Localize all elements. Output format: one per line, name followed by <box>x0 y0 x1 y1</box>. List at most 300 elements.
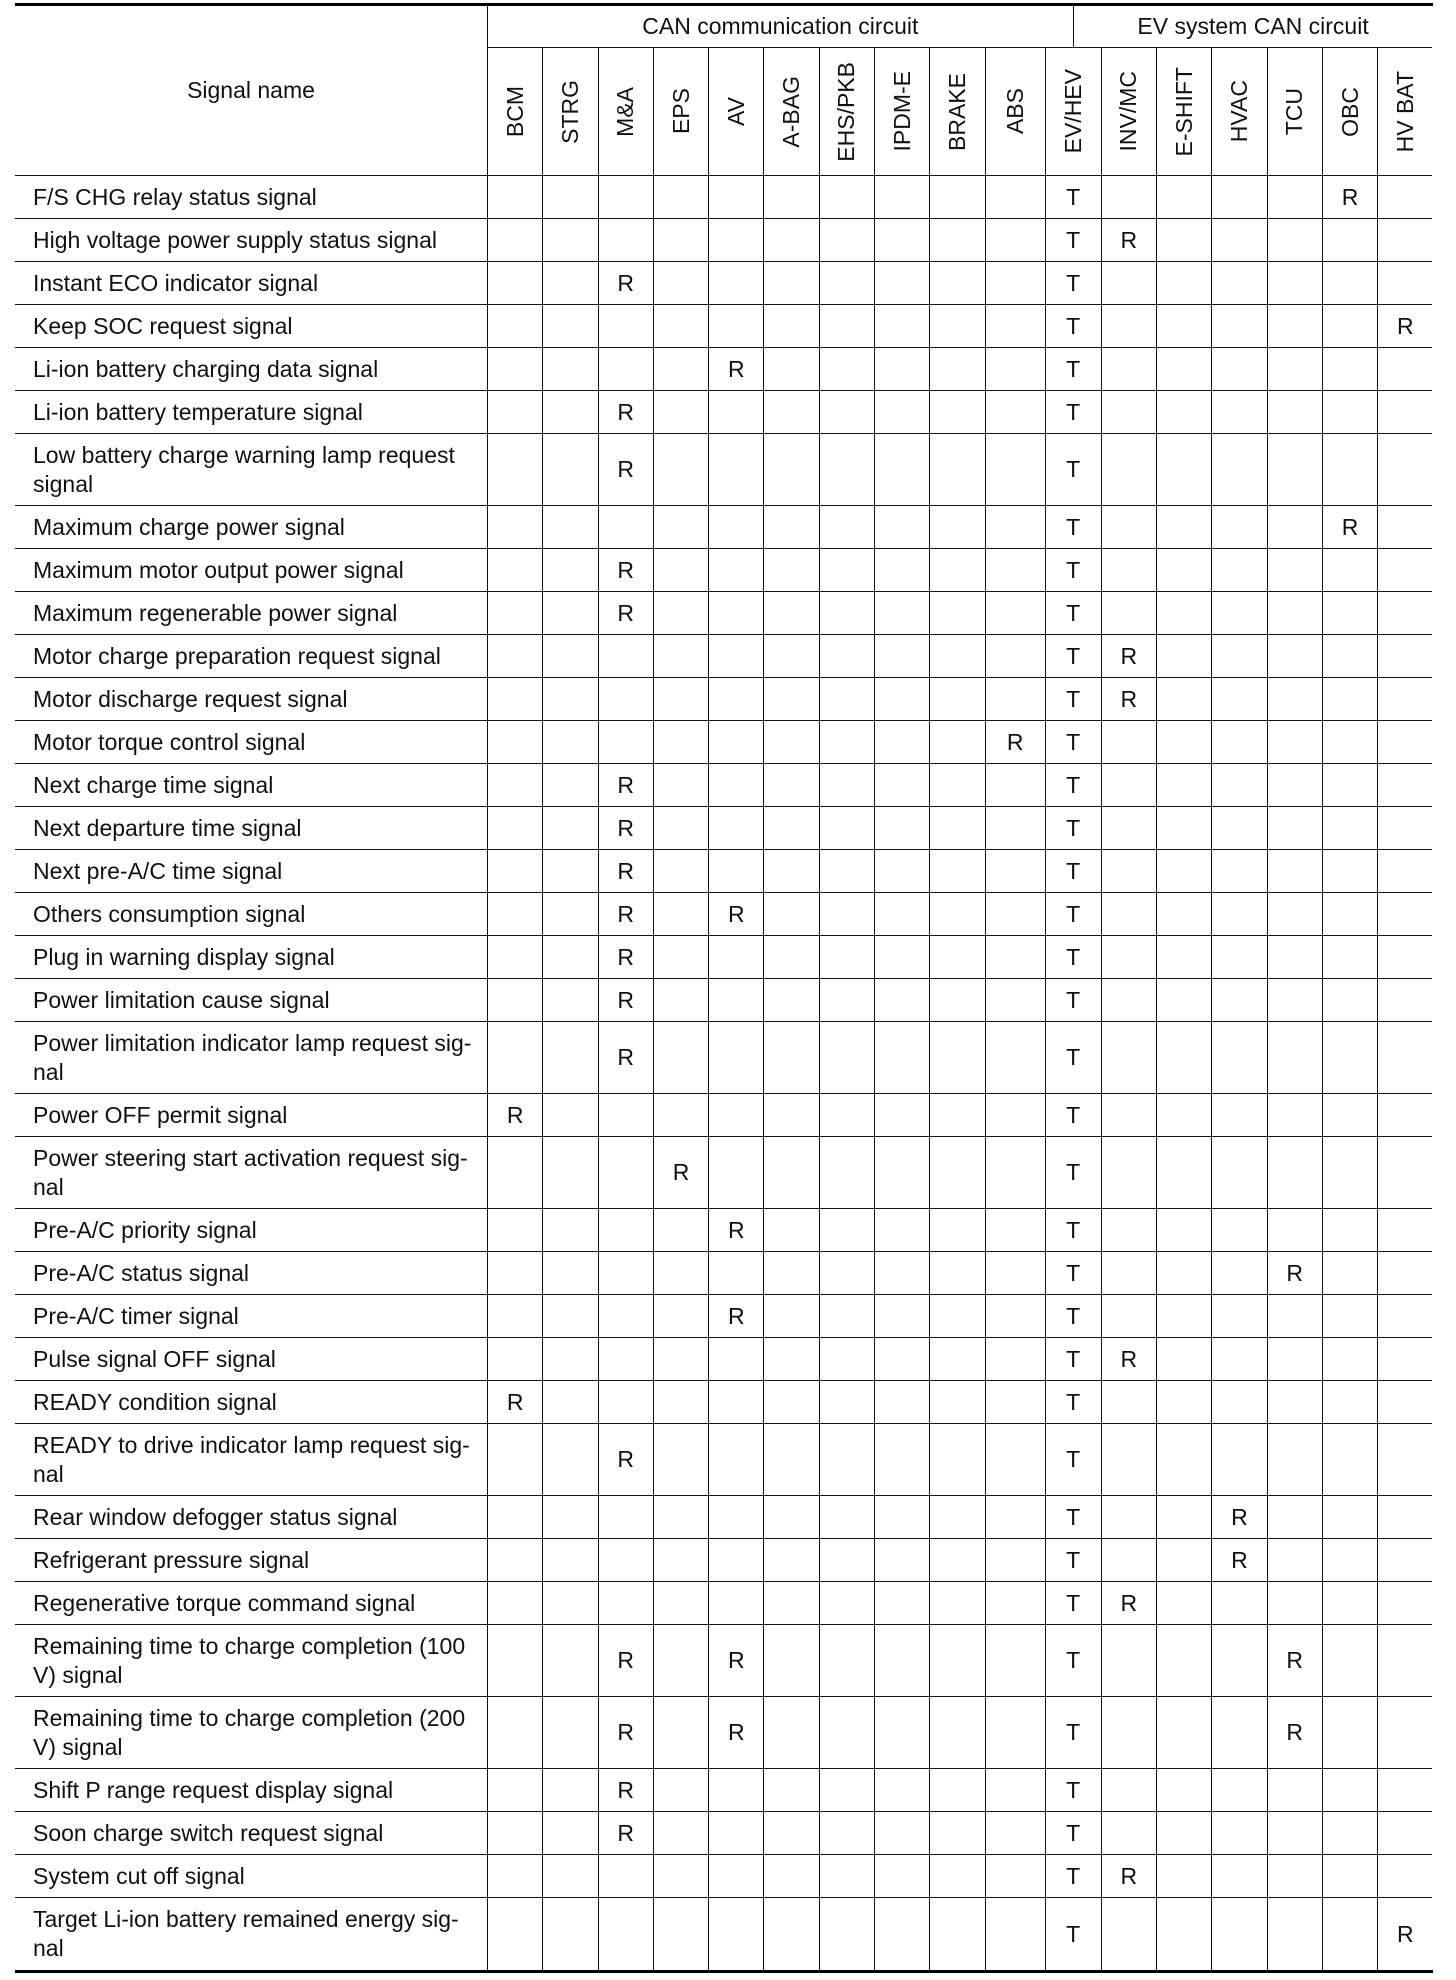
cell-av <box>708 1137 763 1209</box>
cell-tcu <box>1267 893 1322 936</box>
cell-e-shift <box>1156 219 1211 262</box>
cell-a-bag <box>763 1094 818 1137</box>
column-header-strg <box>542 48 597 176</box>
cell-ipdm-e <box>874 635 929 678</box>
cell-strg <box>542 1496 597 1539</box>
cell-brake <box>929 764 984 807</box>
cell-ev-hev: T <box>1045 305 1101 348</box>
cell-brake <box>929 592 984 635</box>
cell-brake <box>929 1769 984 1812</box>
table-grid <box>15 6 1433 1970</box>
cell-ipdm-e <box>874 893 929 936</box>
cell-inv-mc <box>1101 592 1156 635</box>
cell-strg <box>542 1855 597 1898</box>
cell-ev-hev: T <box>1045 1381 1101 1424</box>
cell-bcm <box>487 1022 542 1094</box>
cell-ehs-pkb <box>819 678 874 721</box>
cell-tcu <box>1267 1855 1322 1898</box>
cell-tcu <box>1267 434 1322 506</box>
cell-ehs-pkb <box>819 592 874 635</box>
signal-name-cell: Regenerative torque command signal <box>15 1582 487 1625</box>
cell-tcu: R <box>1267 1697 1322 1769</box>
cell-strg <box>542 635 597 678</box>
cell-av <box>708 936 763 979</box>
cell-av: R <box>708 1295 763 1338</box>
cell-e-shift <box>1156 1094 1211 1137</box>
cell-ipdm-e <box>874 1812 929 1855</box>
cell-av <box>708 305 763 348</box>
cell-brake <box>929 1252 984 1295</box>
cell-m-a: R <box>598 1769 653 1812</box>
cell-obc <box>1322 1582 1377 1625</box>
cell-bcm <box>487 1209 542 1252</box>
cell-obc <box>1322 893 1377 936</box>
cell-ipdm-e <box>874 1381 929 1424</box>
cell-strg <box>542 1209 597 1252</box>
cell-m-a: R <box>598 1812 653 1855</box>
cell-hv-bat <box>1377 936 1432 979</box>
cell-ipdm-e <box>874 1338 929 1381</box>
signal-name-cell: Pre-A/C timer signal <box>15 1295 487 1338</box>
cell-av <box>708 979 763 1022</box>
cell-eps <box>653 1295 708 1338</box>
cell-ipdm-e <box>874 1539 929 1582</box>
cell-eps <box>653 1855 708 1898</box>
cell-brake <box>929 678 984 721</box>
cell-inv-mc: R <box>1101 1855 1156 1898</box>
cell-hv-bat <box>1377 893 1432 936</box>
column-header-label: TCU <box>1281 87 1308 136</box>
signal-name-cell: Target Li-ion battery remained energy sig- nal <box>33 1906 459 1961</box>
cell-bcm <box>487 1338 542 1381</box>
signal-name-cell: Power limitation indicator lamp request sig- nal <box>15 1022 487 1094</box>
cell-inv-mc <box>1101 305 1156 348</box>
cell-hvac <box>1211 936 1266 979</box>
cell-ipdm-e <box>874 807 929 850</box>
cell-tcu <box>1267 1812 1322 1855</box>
cell-tcu: R <box>1267 1252 1322 1295</box>
cell-ev-hev: T <box>1045 592 1101 635</box>
cell-inv-mc <box>1101 1697 1156 1769</box>
cell-obc <box>1322 1137 1377 1209</box>
cell-brake <box>929 219 984 262</box>
cell-av <box>708 1424 763 1496</box>
cell-strg <box>542 936 597 979</box>
cell-ehs-pkb <box>819 1338 874 1381</box>
column-header-e-shift <box>1156 48 1211 176</box>
cell-ipdm-e <box>874 764 929 807</box>
cell-e-shift <box>1156 506 1211 549</box>
cell-av <box>708 1855 763 1898</box>
cell-hvac <box>1211 1381 1266 1424</box>
cell-m-a: R <box>598 1697 653 1769</box>
cell-brake <box>929 1338 984 1381</box>
cell-bcm <box>487 1582 542 1625</box>
cell-strg <box>542 434 597 506</box>
cell-a-bag <box>763 1625 818 1697</box>
cell-hvac <box>1211 219 1266 262</box>
cell-bcm <box>487 1898 542 1970</box>
column-header-hv-bat <box>1377 48 1432 176</box>
cell-tcu <box>1267 1094 1322 1137</box>
cell-bcm <box>487 1697 542 1769</box>
cell-a-bag <box>763 1209 818 1252</box>
cell-abs <box>985 176 1045 219</box>
cell-bcm <box>487 1424 542 1496</box>
cell-abs <box>985 305 1045 348</box>
cell-tcu <box>1267 1539 1322 1582</box>
cell-hvac <box>1211 434 1266 506</box>
cell-bcm <box>487 979 542 1022</box>
cell-abs <box>985 348 1045 391</box>
cell-hvac <box>1211 348 1266 391</box>
cell-hv-bat <box>1377 979 1432 1022</box>
cell-a-bag <box>763 434 818 506</box>
cell-ev-hev: T <box>1045 1094 1101 1137</box>
cell-tcu <box>1267 1582 1322 1625</box>
cell-hvac <box>1211 176 1266 219</box>
cell-obc <box>1322 1381 1377 1424</box>
cell-inv-mc <box>1101 506 1156 549</box>
cell-eps: R <box>653 1137 708 1209</box>
cell-av <box>708 764 763 807</box>
cell-ipdm-e <box>874 348 929 391</box>
cell-bcm <box>487 764 542 807</box>
cell-hv-bat <box>1377 1295 1432 1338</box>
cell-a-bag <box>763 1381 818 1424</box>
cell-inv-mc <box>1101 979 1156 1022</box>
cell-e-shift <box>1156 1022 1211 1094</box>
cell-hvac <box>1211 1209 1266 1252</box>
cell-av: R <box>708 1697 763 1769</box>
cell-bcm <box>487 721 542 764</box>
cell-a-bag <box>763 721 818 764</box>
cell-e-shift <box>1156 635 1211 678</box>
cell-obc <box>1322 1625 1377 1697</box>
cell-hv-bat <box>1377 1769 1432 1812</box>
cell-strg <box>542 1812 597 1855</box>
cell-a-bag <box>763 678 818 721</box>
cell-a-bag <box>763 1812 818 1855</box>
cell-strg <box>542 1338 597 1381</box>
cell-ipdm-e <box>874 1252 929 1295</box>
cell-ehs-pkb <box>819 1295 874 1338</box>
cell-av <box>708 549 763 592</box>
cell-eps <box>653 1424 708 1496</box>
cell-strg <box>542 678 597 721</box>
cell-strg <box>542 506 597 549</box>
cell-eps <box>653 893 708 936</box>
cell-hv-bat <box>1377 219 1432 262</box>
cell-ev-hev: T <box>1045 1697 1101 1769</box>
cell-av <box>708 1094 763 1137</box>
cell-abs <box>985 1898 1045 1970</box>
signal-name-cell: Refrigerant pressure signal <box>15 1539 487 1582</box>
cell-m-a <box>598 506 653 549</box>
cell-eps <box>653 1812 708 1855</box>
cell-a-bag <box>763 348 818 391</box>
signal-name-cell: Next charge time signal <box>15 764 487 807</box>
cell-strg <box>542 1252 597 1295</box>
cell-inv-mc <box>1101 1496 1156 1539</box>
cell-ipdm-e <box>874 1496 929 1539</box>
cell-inv-mc <box>1101 348 1156 391</box>
cell-ehs-pkb <box>819 1898 874 1970</box>
cell-eps <box>653 1252 708 1295</box>
signal-name-cell: Power steering start activation request sig- nal <box>15 1137 487 1209</box>
cell-av: R <box>708 1625 763 1697</box>
cell-abs <box>985 1381 1045 1424</box>
signal-name-cell: Remaining time to charge completion (200 V) signal <box>15 1697 487 1769</box>
cell-e-shift <box>1156 1625 1211 1697</box>
column-header-label: AV <box>722 97 749 126</box>
cell-av: R <box>708 1209 763 1252</box>
cell-a-bag <box>763 936 818 979</box>
cell-tcu <box>1267 391 1322 434</box>
cell-eps <box>653 1625 708 1697</box>
cell-eps <box>653 1209 708 1252</box>
cell-e-shift <box>1156 1137 1211 1209</box>
cell-ehs-pkb <box>819 176 874 219</box>
cell-ev-hev: T <box>1045 850 1101 893</box>
cell-e-shift <box>1156 1295 1211 1338</box>
cell-hvac <box>1211 391 1266 434</box>
cell-obc <box>1322 807 1377 850</box>
cell-hvac <box>1211 1338 1266 1381</box>
signal-name-cell: Rear window defogger status signal <box>15 1496 487 1539</box>
cell-ev-hev: T <box>1045 391 1101 434</box>
cell-ipdm-e <box>874 1424 929 1496</box>
cell-inv-mc: R <box>1101 1582 1156 1625</box>
cell-brake <box>929 1094 984 1137</box>
cell-av <box>708 1582 763 1625</box>
cell-strg <box>542 305 597 348</box>
cell-hvac <box>1211 1252 1266 1295</box>
cell-bcm <box>487 1496 542 1539</box>
cell-ipdm-e <box>874 1209 929 1252</box>
cell-eps <box>653 1496 708 1539</box>
cell-ehs-pkb <box>819 1022 874 1094</box>
cell-ev-hev: T <box>1045 1625 1101 1697</box>
cell-abs <box>985 219 1045 262</box>
cell-obc <box>1322 1812 1377 1855</box>
cell-tcu <box>1267 1424 1322 1496</box>
cell-brake <box>929 1697 984 1769</box>
cell-brake <box>929 506 984 549</box>
cell-eps <box>653 721 708 764</box>
cell-m-a: R <box>598 807 653 850</box>
cell-hv-bat <box>1377 721 1432 764</box>
cell-eps <box>653 979 708 1022</box>
signal-name-cell: Pre-A/C priority signal <box>15 1209 487 1252</box>
cell-abs <box>985 936 1045 979</box>
cell-ehs-pkb <box>819 936 874 979</box>
cell-a-bag <box>763 1252 818 1295</box>
cell-obc <box>1322 1338 1377 1381</box>
cell-ev-hev: T <box>1045 262 1101 305</box>
cell-m-a: R <box>598 893 653 936</box>
cell-av <box>708 219 763 262</box>
cell-abs <box>985 635 1045 678</box>
cell-obc <box>1322 1769 1377 1812</box>
cell-obc <box>1322 305 1377 348</box>
cell-inv-mc: R <box>1101 1338 1156 1381</box>
cell-tcu <box>1267 262 1322 305</box>
cell-abs <box>985 678 1045 721</box>
cell-a-bag <box>763 592 818 635</box>
signal-name-cell: F/S CHG relay status signal <box>15 176 487 219</box>
cell-tcu <box>1267 506 1322 549</box>
column-header-obc <box>1322 48 1377 176</box>
cell-ehs-pkb <box>819 549 874 592</box>
cell-a-bag <box>763 979 818 1022</box>
cell-hvac <box>1211 506 1266 549</box>
cell-bcm <box>487 1137 542 1209</box>
cell-bcm <box>487 1252 542 1295</box>
cell-ev-hev: T <box>1045 1769 1101 1812</box>
cell-brake <box>929 1496 984 1539</box>
cell-abs <box>985 1252 1045 1295</box>
cell-inv-mc <box>1101 1094 1156 1137</box>
cell-bcm <box>487 807 542 850</box>
signal-name-cell: Low battery charge warning lamp request signal <box>15 434 487 506</box>
cell-ehs-pkb <box>819 1812 874 1855</box>
cell-hvac <box>1211 764 1266 807</box>
cell-av <box>708 850 763 893</box>
cell-eps <box>653 549 708 592</box>
cell-hvac: R <box>1211 1539 1266 1582</box>
cell-obc <box>1322 348 1377 391</box>
cell-ehs-pkb <box>819 1697 874 1769</box>
cell-abs <box>985 1424 1045 1496</box>
cell-ehs-pkb <box>819 1209 874 1252</box>
cell-ev-hev: T <box>1045 678 1101 721</box>
cell-tcu <box>1267 1137 1322 1209</box>
cell-tcu <box>1267 1496 1322 1539</box>
cell-obc <box>1322 936 1377 979</box>
cell-hvac <box>1211 1022 1266 1094</box>
column-header-inv-mc <box>1101 48 1156 176</box>
cell-bcm <box>487 506 542 549</box>
cell-inv-mc: R <box>1101 635 1156 678</box>
cell-obc <box>1322 391 1377 434</box>
cell-ehs-pkb <box>819 262 874 305</box>
cell-m-a <box>598 1496 653 1539</box>
cell-m-a <box>598 1582 653 1625</box>
cell-ehs-pkb <box>819 305 874 348</box>
cell-strg <box>542 1381 597 1424</box>
cell-hvac <box>1211 807 1266 850</box>
cell-ipdm-e <box>874 434 929 506</box>
cell-av <box>708 1381 763 1424</box>
cell-eps <box>653 678 708 721</box>
cell-obc <box>1322 764 1377 807</box>
cell-e-shift <box>1156 1496 1211 1539</box>
cell-m-a: R <box>598 1625 653 1697</box>
cell-tcu <box>1267 1295 1322 1338</box>
cell-abs <box>985 1094 1045 1137</box>
cell-tcu <box>1267 721 1322 764</box>
cell-inv-mc <box>1101 893 1156 936</box>
cell-a-bag <box>763 506 818 549</box>
cell-e-shift <box>1156 893 1211 936</box>
cell-e-shift <box>1156 1582 1211 1625</box>
cell-inv-mc <box>1101 434 1156 506</box>
cell-ev-hev: T <box>1045 176 1101 219</box>
cell-m-a <box>598 635 653 678</box>
column-header-label: BRAKE <box>944 72 971 151</box>
cell-eps <box>653 850 708 893</box>
cell-ehs-pkb <box>819 764 874 807</box>
cell-e-shift <box>1156 764 1211 807</box>
cell-a-bag <box>763 764 818 807</box>
cell-hv-bat <box>1377 176 1432 219</box>
cell-bcm <box>487 262 542 305</box>
cell-eps <box>653 305 708 348</box>
cell-ipdm-e <box>874 936 929 979</box>
cell-inv-mc <box>1101 1022 1156 1094</box>
cell-ev-hev: T <box>1045 348 1101 391</box>
cell-tcu <box>1267 936 1322 979</box>
signal-name-cell: Next pre-A/C time signal <box>15 850 487 893</box>
cell-inv-mc <box>1101 1539 1156 1582</box>
cell-ipdm-e <box>874 1295 929 1338</box>
cell-abs <box>985 807 1045 850</box>
cell-inv-mc <box>1101 1295 1156 1338</box>
cell-ehs-pkb <box>819 1381 874 1424</box>
column-header-a-bag <box>763 48 818 176</box>
cell-brake <box>929 1812 984 1855</box>
cell-a-bag <box>763 635 818 678</box>
cell-av: R <box>708 893 763 936</box>
cell-ev-hev: T <box>1045 1252 1101 1295</box>
cell-eps <box>653 635 708 678</box>
cell-strg <box>542 807 597 850</box>
cell-ipdm-e <box>874 1022 929 1094</box>
cell-hv-bat <box>1377 1209 1432 1252</box>
cell-strg <box>542 979 597 1022</box>
cell-abs <box>985 850 1045 893</box>
cell-ipdm-e <box>874 592 929 635</box>
cell-hvac <box>1211 1898 1266 1970</box>
cell-e-shift <box>1156 1769 1211 1812</box>
cell-m-a <box>598 1855 653 1898</box>
column-header-label: STRG <box>556 79 583 144</box>
signal-name-cell: Plug in warning display signal <box>15 936 487 979</box>
cell-ev-hev: T <box>1045 721 1101 764</box>
cell-av <box>708 635 763 678</box>
cell-ipdm-e <box>874 1898 929 1970</box>
cell-e-shift <box>1156 348 1211 391</box>
cell-hv-bat <box>1377 1697 1432 1769</box>
cell-hvac <box>1211 1855 1266 1898</box>
cell-hv-bat <box>1377 506 1432 549</box>
cell-ipdm-e <box>874 176 929 219</box>
cell-inv-mc <box>1101 1769 1156 1812</box>
cell-ipdm-e <box>874 262 929 305</box>
cell-inv-mc <box>1101 1209 1156 1252</box>
cell-hv-bat <box>1377 262 1432 305</box>
cell-tcu <box>1267 678 1322 721</box>
cell-bcm: R <box>487 1381 542 1424</box>
cell-strg <box>542 1898 597 1970</box>
cell-bcm <box>487 635 542 678</box>
cell-inv-mc <box>1101 391 1156 434</box>
column-header-tcu <box>1267 48 1322 176</box>
cell-ipdm-e <box>874 1582 929 1625</box>
cell-ev-hev: T <box>1045 434 1101 506</box>
cell-ipdm-e <box>874 549 929 592</box>
